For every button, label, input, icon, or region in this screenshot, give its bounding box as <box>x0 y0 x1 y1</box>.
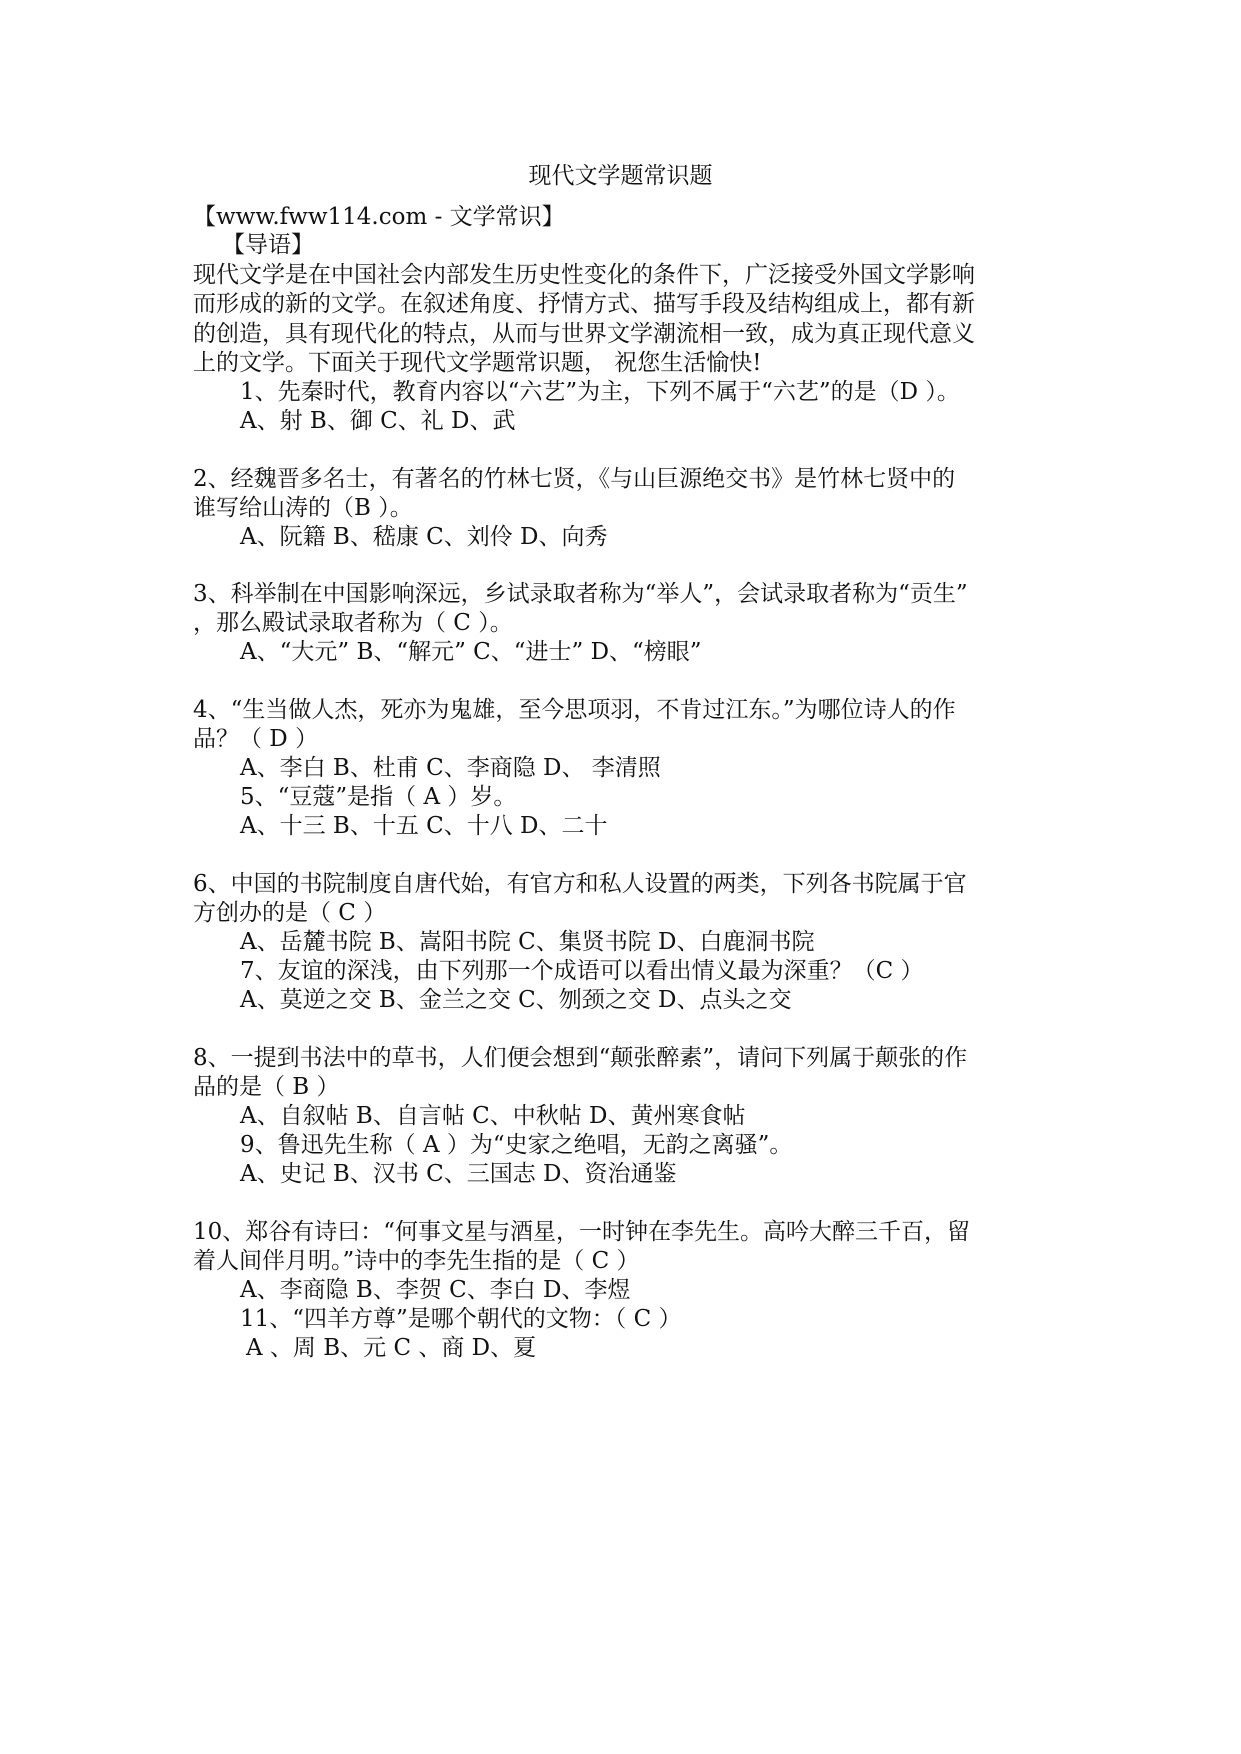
question-text: 10、郑谷有诗曰：“何事文星与酒星，一时钟在李先生。高吟大醉三千百，留 <box>193 1219 971 1245</box>
question-options: A、岳麓书院 B、嵩阳书院 C、集贤书院 D、白鹿洞书院 <box>240 929 815 955</box>
intro-line: 上的文学。下面关于现代文学题常识题， 祝您生活愉快! <box>193 350 762 376</box>
question-options: A、自叙帖 B、自言帖 C、中秋帖 D、黄州寒食帖 <box>240 1103 746 1129</box>
document-title: 现代文学题常识题 <box>528 163 713 189</box>
question-text: 7、友谊的深浅，由下列那一个成语可以看出情义最为深重？（C ） <box>240 958 924 984</box>
guide-heading: 【导语】 <box>222 232 314 258</box>
question-options: A、史记 B、汉书 C、三国志 D、资治通鉴 <box>240 1161 677 1187</box>
intro-line: 而形成的新的文学。在叙述角度、抒情方式、描写手段及结构组成上，都有新 <box>193 291 975 317</box>
question-text: 1、先秦时代，教育内容以“六艺”为主，下列不属于“六艺”的是（D ）。 <box>240 379 960 405</box>
question-text: 6、中国的书院制度自唐代始，有官方和私人设置的两类，下列各书院属于官 <box>193 871 967 897</box>
intro-line: 现代文学是在中国社会内部发生历史性变化的条件下，广泛接受外国文学影响 <box>193 262 975 288</box>
question-options: A、“大元” B、“解元” C、“进士” D、“榜眼” <box>240 639 702 665</box>
question-options: A、十三 B、十五 C、十八 D、二十 <box>240 813 608 839</box>
source-tag: 【www.fww114.com - 文学常识】 <box>193 204 565 230</box>
question-text: 5、“豆蔻”是指（ A ）岁。 <box>240 784 517 810</box>
question-options: A、阮籍 B、嵇康 C、刘伶 D、向秀 <box>240 524 608 550</box>
question-text: 8、一提到书法中的草书，人们便会想到“颠张醉素”，请问下列属于颠张的作 <box>193 1045 968 1071</box>
question-options: A 、周 B、元 C 、商 D、夏 <box>246 1335 537 1361</box>
question-options: A、射 B、御 C、礼 D、武 <box>240 408 516 434</box>
question-options: A、李商隐 B、李贺 C、李白 D、李煜 <box>240 1277 631 1303</box>
question-text: 4、“生当做人杰，死亦为鬼雄，至今思项羽，不肯过江东。”为哪位诗人的作 <box>193 697 956 723</box>
question-text: 品的是（ B ） <box>193 1074 340 1100</box>
question-text: 方创办的是（ C ） <box>193 900 387 926</box>
question-options: A、莫逆之交 B、金兰之交 C、刎颈之交 D、点头之交 <box>240 987 792 1013</box>
question-text: 品？（ D ） <box>193 726 319 752</box>
question-text: 9、鲁迅先生称（ A ）为“史家之绝唱，无韵之离骚”。 <box>240 1132 793 1158</box>
question-text: 3、科举制在中国影响深远，乡试录取者称为“举人”，会试录取者称为“贡生” <box>193 581 968 607</box>
question-text: 2、经魏晋多名士，有著名的竹林七贤，《与山巨源绝交书》是竹林七贤中的 <box>193 466 956 492</box>
question-text: 11、“四羊方尊”是哪个朝代的文物：（ C ） <box>240 1306 682 1332</box>
question-options: A、李白 B、杜甫 C、李商隐 D、 李清照 <box>240 755 661 781</box>
question-text: ，那么殿试录取者称为（ C ）。 <box>193 610 513 636</box>
question-text: 着人间伴月明。”诗中的李先生指的是（ C ） <box>193 1248 640 1274</box>
question-text: 谁写给山涛的（B ）。 <box>193 495 413 521</box>
intro-line: 的创造，具有现代化的特点，从而与世界文学潮流相一致，成为真正现代意义 <box>193 321 975 347</box>
